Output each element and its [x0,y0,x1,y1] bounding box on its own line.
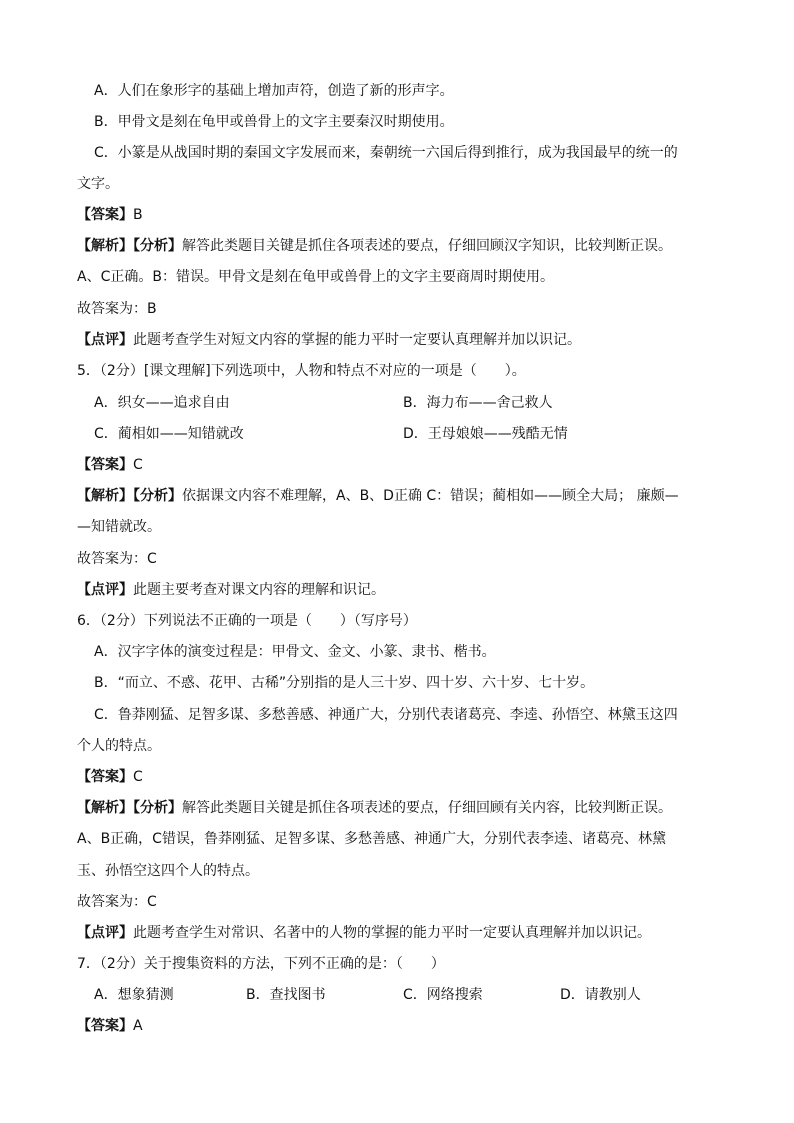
q4-analysis-line2: A、C正确。B：错误。甲骨文是刻在龟甲或兽骨上的文字主要商周时期使用。 [77,269,554,285]
answer-label: 【答案】 [77,769,133,785]
q6-option-b: B．“而立、不惑、花甲、古稀”分别指的是人三十岁、四十岁、六十岁、七十岁。 [94,675,595,691]
q7-option-d: D．请教别人 [560,987,641,1003]
q4-answer [77,206,143,224]
q4-comment [77,331,581,349]
q5-analysis-line1 [77,487,679,505]
q6-option-a: A．汉字字体的演变过程是：甲骨文、金文、小篆、隶书、楷书。 [94,644,496,660]
analysis-label: 【解析】【分析】 [77,488,182,504]
answer-label: 【答案】 [77,1018,133,1034]
q5-comment [77,581,385,599]
analysis-label: 【解析】【分析】 [77,238,182,254]
q4-option-b: B．甲骨文是刻在龟甲或兽骨上的文字主要秦汉时期使用。 [94,114,454,130]
q6-option-c-line1: C．鲁莽刚猛、足智多谋、多愁善感、神通广大，分别代表诸葛亮、李逵、孙悟空、林黛玉这四 [94,707,678,723]
q6-analysis-line1 [77,799,672,817]
q5-option-d: D．王母娘娘——残酷无情 [403,426,568,442]
q6-analysis-line3: 玉、孙悟空这四个人的特点。 [77,863,259,879]
q5-stem: 5．（2分）[课文理解]下列选项中，人物和特点不对应的一项是（ ）。 [77,363,526,379]
q7-stem: 7．（2分）关于搜集资料的方法，下列不正确的是：（ ） [77,956,445,972]
comment-label: 【点评】 [77,925,133,941]
comment-label: 【点评】 [77,582,133,598]
q6-analysis-line2: A、B正确，C错误，鲁莽刚猛、足智多谋、多愁善感、神通广大，分别代表李逵、诸葛亮、林黛 [77,831,666,847]
analysis-text: 解答此类题目关键是抓住各项表述的要点，仔细回顾有关内容，比较判断正误。 [182,800,672,816]
answer-label: 【答案】 [77,457,133,473]
answer-value: A [133,1018,143,1034]
q5-option-a: A．织女——追求自由 [94,395,230,411]
comment-text: 此题考查学生对常识、名著中的人物的掌握的能力平时一定要认真理解并加以识记。 [133,925,651,941]
q4-option-c-line1: C．小篆是从战国时期的秦国文字发展而来，秦朝统一六国后得到推行，成为我国最早的统一的 [94,145,678,161]
analysis-text: 解答此类题目关键是抓住各项表述的要点，仔细回顾汉字知识，比较判断正误。 [182,238,672,254]
q4-analysis-line1 [77,237,672,255]
q5-answer [77,456,143,474]
q7-answer [77,1017,143,1035]
q6-answer [77,768,143,786]
q6-stem: 6．（2分）下列说法不正确的一项是（ ）（写序号） [77,613,417,629]
analysis-text: 依据课文内容不难理解，A、B、D正确 C：错误；蔺相如——顾全大局； 廉颇— [182,488,679,504]
q4-option-a: A．人们在象形字的基础上增加声符，创造了新的形声字。 [94,83,454,99]
answer-value: C [133,769,143,785]
q7-option-c: C．网络搜索 [403,987,483,1003]
q5-option-c: C．蔺相如——知错就改 [94,426,244,442]
q7-option-b: B．查找图书 [246,987,326,1003]
comment-text: 此题主要考查对课文内容的理解和识记。 [133,582,385,598]
comment-label: 【点评】 [77,332,133,348]
q6-comment [77,924,651,942]
q5-analysis-line2: —知错就改。 [77,519,161,535]
q5-final-answer: 故答案为：C [77,551,157,567]
q6-option-c-line2: 个人的特点。 [77,738,161,754]
q6-final-answer: 故答案为：C [77,894,157,910]
q4-final-answer: 故答案为：B [77,301,157,317]
analysis-label: 【解析】【分析】 [77,800,182,816]
q7-option-a: A．想象猜测 [94,987,174,1003]
answer-value: C [133,457,143,473]
comment-text: 此题考查学生对短文内容的掌握的能力平时一定要认真理解并加以识记。 [133,332,581,348]
answer-value: B [133,207,143,223]
answer-label: 【答案】 [77,207,133,223]
q5-option-b: B．海力布——舍己救人 [403,395,553,411]
q4-option-c-line2: 文字。 [77,176,119,192]
